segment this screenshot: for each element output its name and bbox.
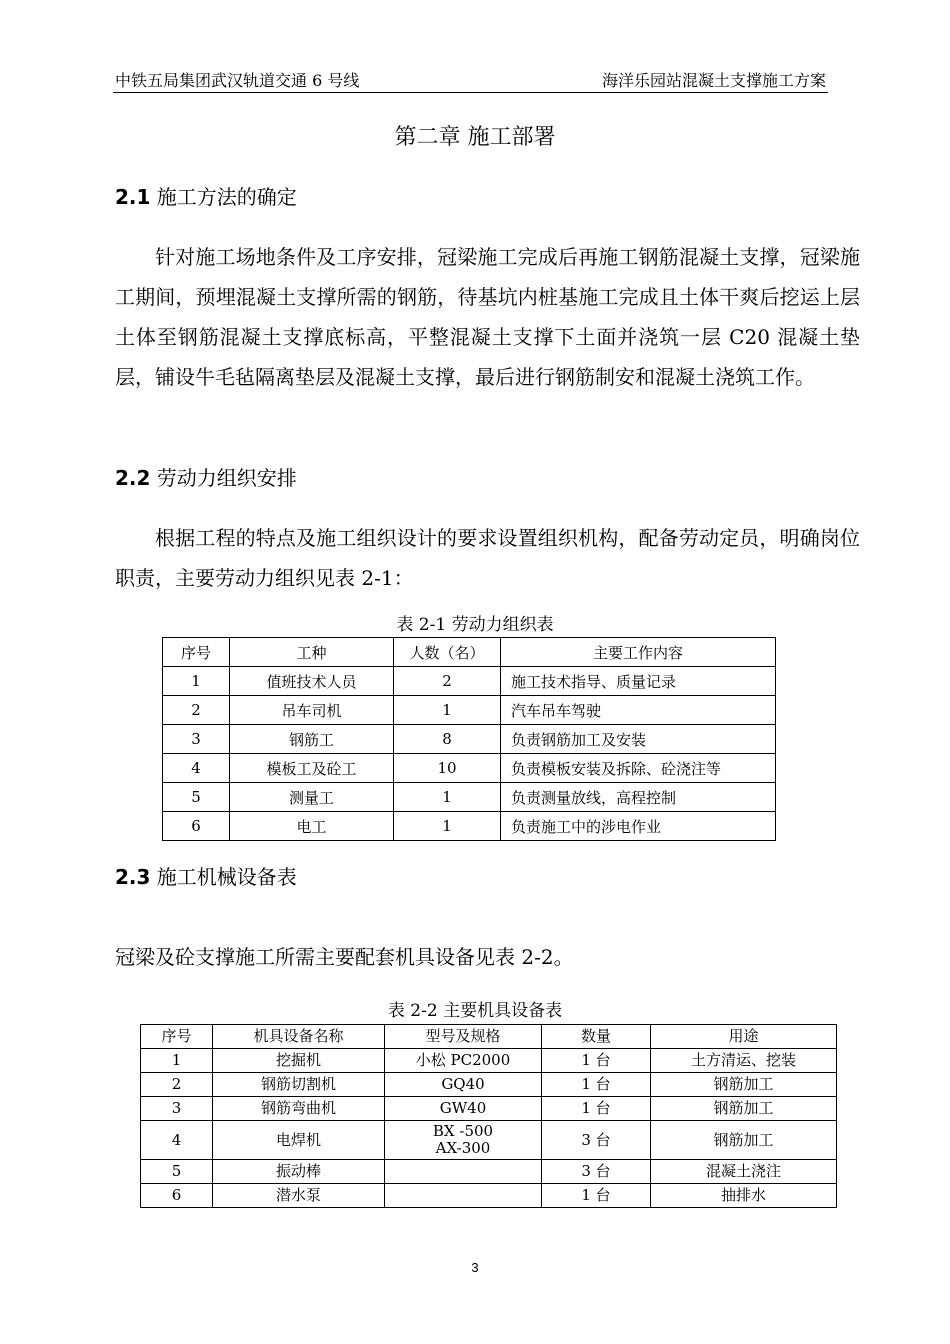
section-heading-2-2 [115, 462, 297, 491]
table-cell: 模板工及砼工 [230, 754, 394, 783]
paragraph-equipment-intro: 冠梁及砼支撑施工所需主要配套机具设备见表 2-2。 [115, 945, 574, 969]
table-cell: 小松 PC2000 [385, 1049, 542, 1073]
table-header-cell: 数量 [542, 1025, 651, 1049]
table-row [141, 1160, 837, 1184]
chapter-title: 第二章 施工部署 [394, 125, 556, 150]
table-header-cell: 机具设备名称 [213, 1025, 385, 1049]
table-cell: 吊车司机 [230, 696, 394, 725]
table-header-cell: 主要工作内容 [501, 638, 776, 667]
table-cell: 钢筋加工 [651, 1073, 837, 1097]
table-header-row [141, 1025, 837, 1049]
table-cell: 1 台 [542, 1073, 651, 1097]
table-row [163, 754, 776, 783]
table2-caption: 表 2-2 主要机具设备表 [387, 1001, 563, 1021]
table-row [163, 667, 776, 696]
table-cell: 钢筋加工 [651, 1097, 837, 1121]
table-header-cell: 序号 [163, 638, 230, 667]
section-number: 2.1 [115, 185, 151, 209]
table-cell: 测量工 [230, 783, 394, 812]
table-cell: 10 [394, 754, 501, 783]
table-cell: 电焊机 [213, 1121, 385, 1160]
labor-table [162, 637, 776, 841]
table-cell: 3 [141, 1097, 213, 1121]
table-header-row [163, 638, 776, 667]
table-cell: 3 台 [542, 1160, 651, 1184]
table-cell [385, 1160, 542, 1184]
table-row [163, 783, 776, 812]
table-row [163, 725, 776, 754]
table-cell: 负责模板安装及拆除、砼浇注等 [501, 754, 776, 783]
table-cell: 1 台 [542, 1184, 651, 1208]
table-cell: 1 [394, 783, 501, 812]
table-cell: 1 [163, 667, 230, 696]
table-row [141, 1049, 837, 1073]
table-cell [385, 1184, 542, 1208]
table-cell: 6 [163, 812, 230, 841]
table-cell: 钢筋加工 [651, 1121, 837, 1160]
table-cell: 负责测量放线，高程控制 [501, 783, 776, 812]
table-cell: 4 [141, 1121, 213, 1160]
table-cell: 5 [141, 1160, 213, 1184]
table-header-cell: 用途 [651, 1025, 837, 1049]
table-cell: 汽车吊车驾驶 [501, 696, 776, 725]
table-row [141, 1097, 837, 1121]
table-cell: 值班技术人员 [230, 667, 394, 696]
header-rule [113, 92, 828, 93]
equipment-table [140, 1024, 837, 1208]
table-cell: 5 [163, 783, 230, 812]
table-cell: 钢筋弯曲机 [213, 1097, 385, 1121]
table-row [163, 812, 776, 841]
section-title: 劳动力组织安排 [156, 466, 297, 490]
table-cell: 负责施工中的涉电作业 [501, 812, 776, 841]
table-row [163, 696, 776, 725]
table-cell: 1 台 [542, 1097, 651, 1121]
table-header-cell: 型号及规格 [385, 1025, 542, 1049]
table-header-cell: 序号 [141, 1025, 213, 1049]
table-cell: 混凝土浇注 [651, 1160, 837, 1184]
table-cell: 3 台 [542, 1121, 651, 1160]
table-cell: 钢筋工 [230, 725, 394, 754]
section-number: 2.2 [115, 466, 151, 490]
table-cell: 2 [163, 696, 230, 725]
table-cell: 挖掘机 [213, 1049, 385, 1073]
table-cell: 2 [141, 1073, 213, 1097]
section-heading-2-3 [115, 861, 297, 890]
table-cell: GW40 [385, 1097, 542, 1121]
header-left: 中铁五局集团武汉轨道交通 6 号线 [115, 71, 360, 90]
table-cell: 3 [163, 725, 230, 754]
section-title: 施工机械设备表 [156, 865, 297, 889]
page-number: 3 [471, 1260, 479, 1275]
table-cell: BX -500 AX-300 [385, 1121, 542, 1160]
section-number: 2.3 [115, 865, 151, 889]
table-cell: 1 [394, 696, 501, 725]
header-right: 海洋乐园站混凝土支撑施工方案 [601, 71, 826, 90]
table-cell: GQ40 [385, 1073, 542, 1097]
section-heading-2-1 [115, 181, 297, 210]
table-row [141, 1121, 837, 1160]
table-cell: 1 台 [542, 1049, 651, 1073]
table-cell: 6 [141, 1184, 213, 1208]
table-cell: 抽排水 [651, 1184, 837, 1208]
table-cell: 钢筋切割机 [213, 1073, 385, 1097]
section-title: 施工方法的确定 [156, 185, 297, 209]
table-header-cell: 工种 [230, 638, 394, 667]
table-cell: 4 [163, 754, 230, 783]
table-cell: 8 [394, 725, 501, 754]
table-cell: 潜水泵 [213, 1184, 385, 1208]
table-row [141, 1073, 837, 1097]
table-row [141, 1184, 837, 1208]
table-cell: 2 [394, 667, 501, 696]
table-cell: 施工技术指导、质量记录 [501, 667, 776, 696]
table1-caption: 表 2-1 劳动力组织表 [396, 615, 554, 635]
table-cell: 1 [141, 1049, 213, 1073]
table-cell: 振动棒 [213, 1160, 385, 1184]
table-cell: 电工 [230, 812, 394, 841]
table-cell: 1 [394, 812, 501, 841]
table-header-cell: 人数（名） [394, 638, 501, 667]
paragraph-construction-method: 针对施工场地条件及工序安排，冠梁施工完成后再施工钢筋混凝土支撑，冠梁施工期间，预埋混凝土支撑所需的钢筋，待基坑内桩基施工完成且土体干爽后挖运上层土体至钢筋混凝土支撑底标高，平整混凝土支撑下土面并浇筑一层 C20 混凝土垫层，铺设牛毛毡隔离垫层及混凝土支撑，最后进行钢筋制安和混凝土浇筑工作。 [115, 245, 860, 389]
table-cell: 土方清运、挖装 [651, 1049, 837, 1073]
table-cell: 负责钢筋加工及安装 [501, 725, 776, 754]
paragraph-labor-organization: 根据工程的特点及施工组织设计的要求设置组织机构，配备劳动定员，明确岗位职责，主要劳动力组织见表 2-1： [115, 526, 860, 590]
